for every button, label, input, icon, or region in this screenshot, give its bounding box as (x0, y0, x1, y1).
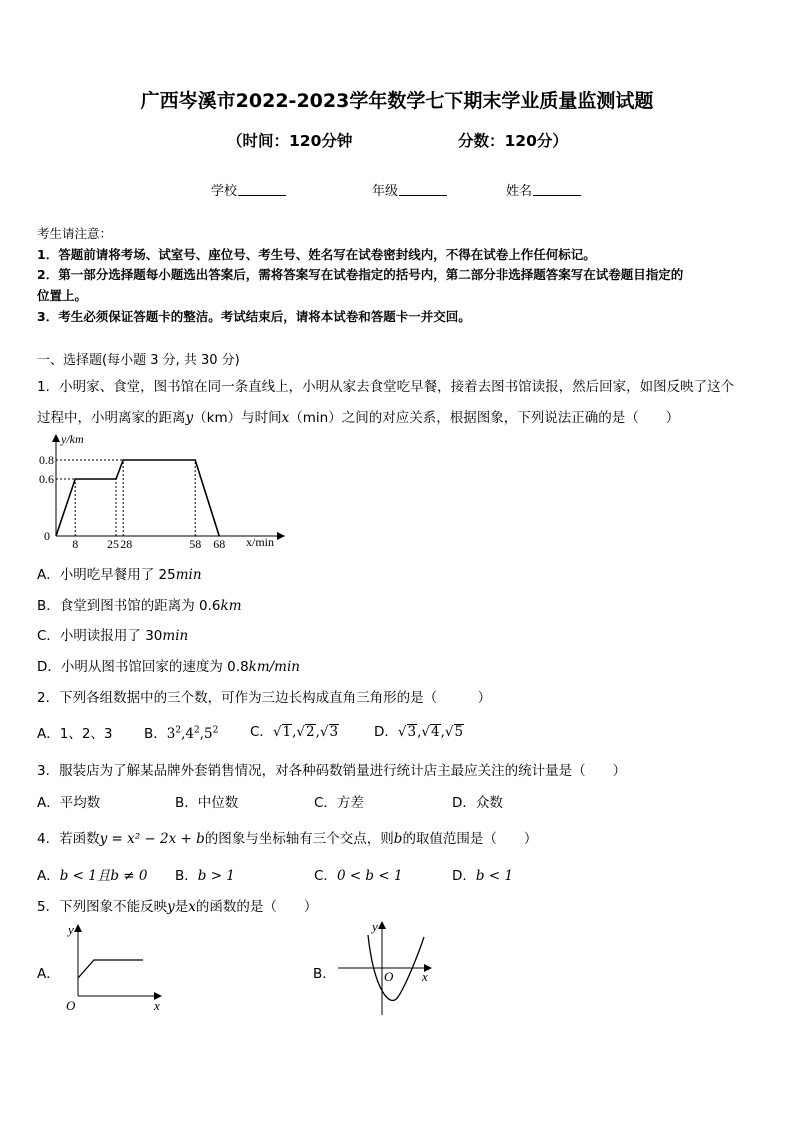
q5-option-a-label: A． (37, 966, 60, 982)
q4-option-a: A．b < 1且b ≠ 0 (37, 868, 148, 884)
q2-stem: 2．下列各组数据中的三个数，可作为三边长构成直角三角形的是（ ） (37, 690, 492, 706)
graph-a-x-label: x (154, 998, 160, 1013)
graph-b-origin: O (384, 969, 394, 984)
q2-option-b: B．$3^2,4^2,5^2$ (144, 725, 219, 742)
q1-option-a: A．小明吃早餐用了 25min (37, 567, 202, 583)
graph-b-x-label: x (422, 969, 428, 984)
graph-b-y-label: y (372, 919, 378, 934)
q3-option-b: B．中位数 (175, 795, 239, 811)
origin-label: 0 (44, 529, 50, 543)
note-item-3: 3．考生必须保证答题卡的整洁。考试结束后，请将本试卷和答题卡一并交回。 (37, 309, 471, 324)
q5-graph-a (60, 920, 170, 1015)
q1-option-c: C．小明读报用了 30min (37, 628, 189, 644)
notes-heading: 考生请注意： (37, 226, 113, 241)
q4-option-b: B．b > 1 (175, 868, 235, 884)
grade-field: 年级 (372, 180, 447, 199)
x-tick-label-25: 25 (107, 537, 119, 551)
q3-option-d: D．众数 (452, 795, 503, 811)
q3-option-c: C．方差 (314, 795, 364, 811)
x-tick-label-28: 28 (120, 537, 133, 551)
y-axis-label: y/km (61, 432, 84, 446)
q5-stem: 5．下列图象不能反映y是x的函数的是（ ） (37, 899, 318, 915)
note-item-1: 1．答题前请将考场、试室号、座位号、考生号、姓名写在试卷密封线内，不得在试卷上作任何标记。 (37, 247, 596, 262)
q4-option-d: D．b < 1 (452, 868, 514, 884)
q1-line1: 1．小明家、食堂，图书馆在同一条直线上，小明从家去食堂吃早餐，接着去图书馆读报，然后回家，如图反映了这个 (37, 379, 735, 395)
school-blank (238, 183, 286, 196)
q3-stem: 3．服装店为了解某品牌外套销售情况，对各种码数销量进行统计店主最应关注的统计量是（ ） (37, 763, 627, 779)
q2-option-a: A．1、2、3 (37, 726, 113, 742)
x-tick-label-68: 68 (213, 537, 226, 551)
exam-time: （时间：120分钟 (227, 132, 353, 150)
q2-option-d: D．√3,√4,√5 (374, 724, 464, 740)
exam-score: 分数：120分） (458, 132, 568, 150)
page-title: 广西岑溪市2022-2023学年数学七下期末学业质量监测试题 (140, 90, 654, 112)
graph-a-y-arrow (74, 924, 82, 932)
q3-option-a: A．平均数 (37, 795, 101, 811)
q4-option-c: C．0 < b < 1 (314, 868, 403, 884)
name-blank (533, 183, 581, 196)
y-tick-label-0.6: 0.6 (39, 472, 54, 486)
y-axis-arrow (52, 434, 60, 442)
q1-option-b: B．食堂到图书馆的距离为 0.6km (37, 598, 242, 614)
x-axis-label: x/min (246, 535, 275, 549)
q4-stem: 4．若函数y = x² − 2x + b的图象与坐标轴有三个交点，则b的取值范围是（ ） (37, 831, 538, 847)
name-field: 姓名 (506, 180, 581, 199)
q1-option-d: D．小明从图书馆回家的速度为 0.8km/min (37, 659, 300, 675)
section-heading: 一、选择题(每小题 3 分, 共 30 分) (37, 353, 240, 368)
x-tick-label-58: 58 (189, 537, 202, 551)
q1-line2: 过程中，小明离家的距离y（km）与时间x（min）之间的对应关系，根据图象，下列说法正确的是（ ） (37, 410, 680, 426)
note-item-2-cont: 位置上。 (37, 288, 88, 303)
graph-a-origin: O (66, 998, 76, 1013)
q1-graph (30, 430, 290, 555)
q2-option-c: C．√1,√2,√3 (250, 724, 339, 740)
graph-a-curve (78, 960, 143, 978)
school-field: 学校 (211, 180, 286, 199)
note-item-2: 2．第一部分选择题每小题选出答案后，需将答案写在试卷指定的括号内，第二部分非选择题答案写在试卷题目指定的 (37, 267, 684, 282)
q5-graph-b (332, 915, 442, 1020)
grade-blank (399, 183, 447, 196)
x-tick-label-8: 8 (72, 537, 79, 551)
graph-b-y-arrow (378, 921, 386, 929)
graph-a-y-label: y (68, 922, 74, 937)
y-tick-label-0.8: 0.8 (39, 453, 54, 467)
q5-option-b-label: B． (313, 966, 336, 982)
x-axis-arrow (277, 532, 285, 540)
